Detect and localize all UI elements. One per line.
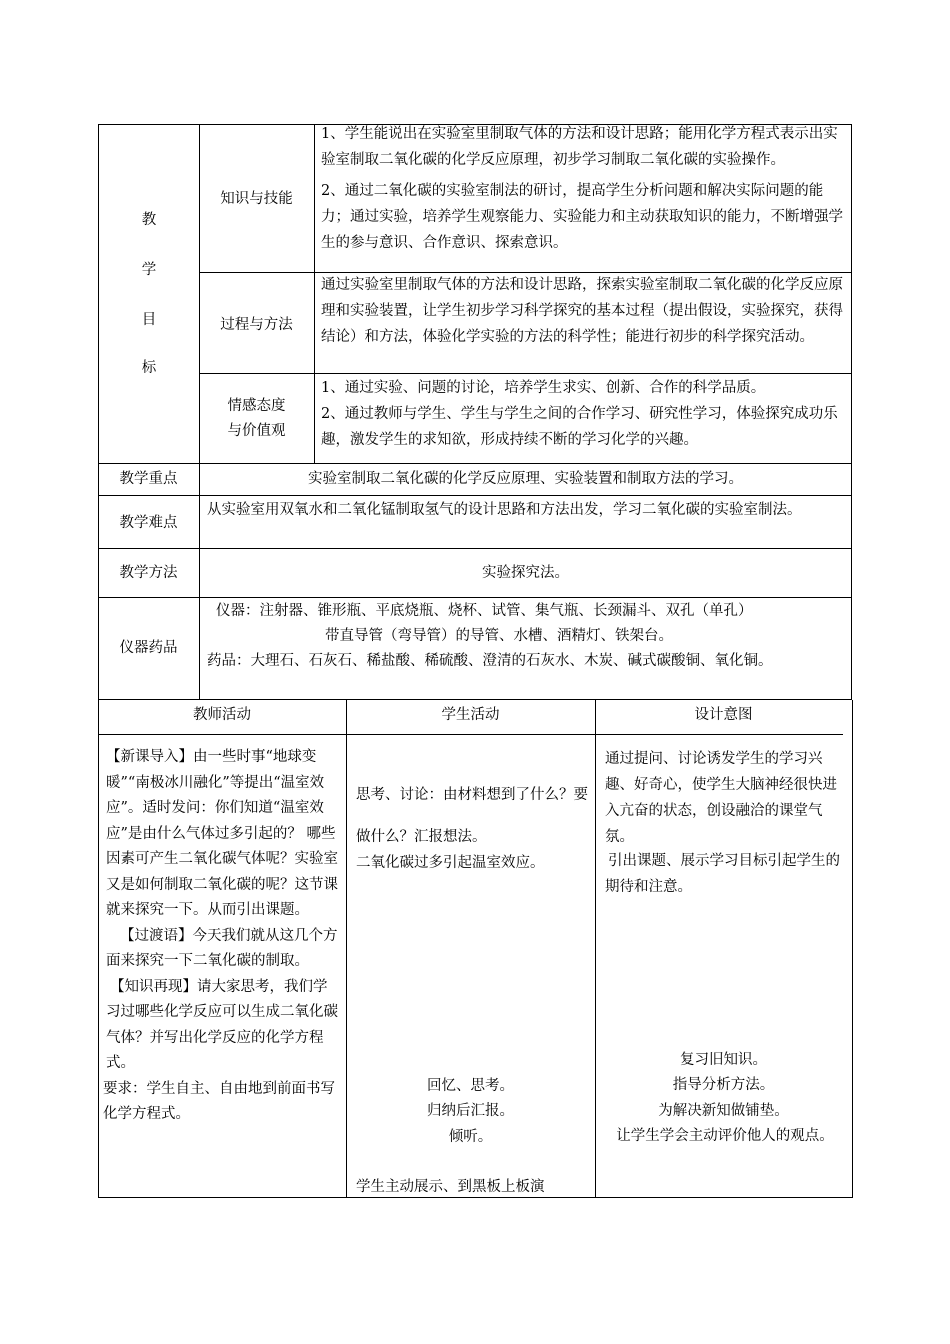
objectives-heading-char: 教 [141, 212, 157, 228]
materials-reagents: 药品：大理石、石灰石、稀盐酸、稀硫酸、澄清的石灰水、木炭、碱式碳酸铜、氧化铜。 [207, 653, 773, 669]
design-intent-guide: 指导分析方法。 [672, 1077, 775, 1093]
materials-label: 仪器药品 [119, 640, 178, 656]
method-label: 教学方法 [119, 565, 178, 581]
design-intent-evaluate: 让学生学会主动评价他人的观点。 [616, 1128, 834, 1144]
teacher-activity-content [103, 745, 339, 1128]
table-divider [98, 548, 852, 549]
process-point-1: 通过实验室里制取气体的方法和设计思路，探索实验室制取二氧化碳的化学反应原理和实验装置，让学生初步学习科学探究的基本过程（提出假设，实验探究，获得结论）和方法，体验化学实验的方法的科学性；能进行初步的科学探究活动。 [321, 277, 843, 345]
materials-instruments-line1: 仪器：注射器、锥形瓶、平底烧瓶、烧杯、试管、集气瓶、长颈漏斗、双孔（单孔） [216, 603, 753, 619]
student-report: 归纳后汇报。 [427, 1103, 514, 1119]
emotion-values-label-line1: 情感态度 [227, 398, 286, 414]
key-point-text: 实验室制取二氧化碳的化学反应原理、实验装置和制取方法的学习。 [308, 471, 743, 487]
materials-instruments-line2: 带直导管（弯导管）的导管、水槽、酒精灯、铁架台。 [325, 628, 673, 644]
student-greenhouse-answer: 二氧化碳过多引起温室效应。 [356, 855, 545, 871]
student-demonstrate: 学生主动展示、到黑板上板演 [356, 1179, 545, 1195]
process-method-label: 过程与方法 [220, 317, 293, 333]
design-intent-review: 复习旧知识。 [680, 1052, 767, 1068]
table-divider [852, 700, 853, 1198]
header-teacher-activity: 教师活动 [193, 707, 251, 723]
table-divider [98, 700, 99, 1198]
knowledge-point-1: 1、学生能说出在实验室里制取气体的方法和设计思路；能用化学方程式表示出实验室制取二氧化碳的化学反应原理，初步学习制取二氧化碳的实验操作。 [321, 126, 838, 168]
objectives-heading-char: 标 [141, 360, 157, 376]
design-intent-foundation: 为解决新知做铺垫。 [658, 1103, 789, 1119]
design-intent-motivation: 通过提问、讨论诱发学生的学习兴趣、好奇心，使学生大脑神经很快进入亢奋的状态，创设融洽的课堂气氛。 [605, 751, 837, 845]
objectives-heading-char: 学 [141, 262, 157, 278]
knowledge-skills-content [321, 121, 845, 256]
knowledge-skills-label: 知识与技能 [220, 191, 293, 207]
difficulty-text: 从实验室用双氧水和二氧化锰制取氢气的设计思路和方法出发，学习二氧化碳的实验室制法。 [207, 502, 802, 518]
teacher-requirement: 要求：学生自主、自由地到前面书写化学方程式。 [103, 1080, 335, 1122]
process-method-content [321, 272, 845, 350]
table-divider [98, 495, 852, 496]
difficulty-label: 教学难点 [119, 515, 178, 531]
key-point-label: 教学重点 [119, 471, 178, 487]
teacher-transition: 【过渡语】今天我们就从这几个方面来探究一下二氧化碳的制取。 [106, 927, 338, 969]
method-text: 实验探究法。 [482, 565, 569, 581]
teacher-knowledge-review: 【知识再现】请大家思考，我们学习过哪些化学反应可以生成二氧化碳气体？并写出化学反应的化学方程式。 [106, 978, 338, 1071]
emotion-values-content [321, 375, 845, 453]
emotion-point-1: 1、通过实验、问题的讨论，培养学生求实、创新、合作的科学品质。 [321, 380, 766, 396]
table-divider [98, 734, 843, 735]
student-listen: 倾听。 [448, 1129, 493, 1145]
emotion-point-2: 2、通过教师与学生、学生与学生之间的合作学习、研究性学习，体验探究成功乐趣，激发学生的求知欲，形成持续不断的学习化学的兴趣。 [321, 406, 838, 448]
teacher-intro: 【新课导入】由一些时事“地球变暖”“南极冰川融化”等提出“温室效应”。适时发问：你们知道“温室效应”是由什么气体过多引起的？ 哪些因素可产生二氧化碳气体呢？实验室又是如何制取二氧化碳的呢？这节课就来探究一下。从而引出课题。 [106, 749, 338, 918]
table-divider [314, 124, 315, 463]
design-intent-topic: 引出课题、展示学习目标引起学生的期待和注意。 [605, 853, 840, 895]
table-divider [98, 463, 852, 464]
header-design-intent: 设计意图 [694, 707, 753, 723]
emotion-values-label-line2: 与价值观 [227, 423, 286, 439]
objectives-heading-char: 目 [141, 312, 157, 328]
knowledge-point-2: 2、通过二氧化碳的实验室制法的研讨，提高学生分析问题和解决实际问题的能力；通过实验，培养学生观察能力、实验能力和主动获取知识的能力，不断增强学生的参与意识、合作意识、探索意识。 [321, 183, 843, 251]
student-recall: 回忆、思考。 [427, 1078, 514, 1094]
table-divider [199, 373, 852, 374]
header-student-activity: 学生活动 [441, 707, 500, 723]
student-think-discuss: 思考、讨论：由材料想到了什么？要做什么？汇报想法。 [356, 787, 588, 845]
